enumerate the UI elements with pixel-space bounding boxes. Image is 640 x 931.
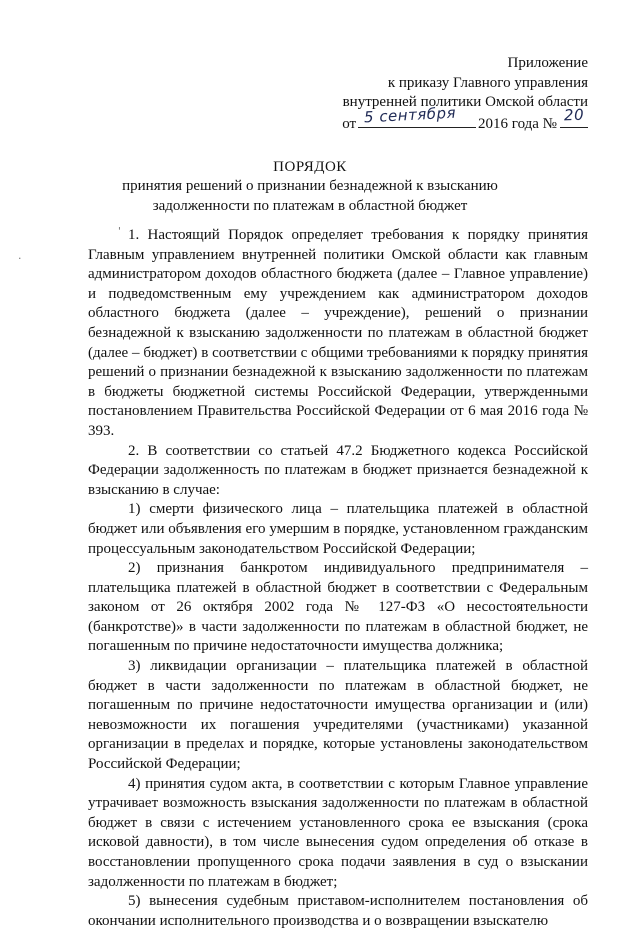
- appendix-label: Приложение: [507, 55, 588, 71]
- scan-dot: ·: [18, 252, 22, 265]
- subtitle-line-2: задолженности по платежам в областной бюджет: [152, 197, 468, 214]
- list-item: 1) смерти физического лица – плательщика платежей в областной бюджет или объявления его умершим в порядке, установленном гражданским процессуальным законодательством Российской Федерации;: [88, 501, 588, 557]
- order-date-line: [308, 103, 588, 135]
- handwritten-order-number: 20: [563, 105, 585, 125]
- document-title: ПОРЯДОК: [273, 159, 347, 175]
- handwritten-date: 5 сентября: [363, 103, 457, 127]
- list-item: 2) признания банкротом индивидуального предпринимателя – плательщика платежей в областной бюджет в соответствии с Федеральным законом от 26 октября 2002 года № 127-ФЗ «О несостоятельности (банкротстве)» в части задолженности по платежам в областной бюджет, не погашенным по причине недостаточности имущества должника;: [88, 560, 588, 655]
- subtitle-line-1: принятия решений о признании безнадежной к взысканию: [122, 178, 498, 194]
- paragraph-1: 1. Настоящий Порядок определяет требования к порядку принятия Главным управлением внутренней политики Омской области как главным администратором доходов областного бюджета (далее – Главное управление) и подведомственным ему учреждением как администратором доходов областного бюджета (далее – учреждение), решений о признании безнадежной к взысканию задолженности по платежам в областной бюджет (далее – бюджет) в соответствии с общими требованиями к порядку принятия решений о признании безнадежной к взысканию задолженности по платежам в бюджеты бюджетной системы Российской Федерации, утвержденными постановлением Правительства Российской Федерации от 6 мая 2016 года № 393.: [88, 227, 588, 439]
- list-item: 5) вынесения судебным приставом-исполнителем постановления об окончании исполнительного производства и о возвращении взыскателю: [88, 893, 588, 929]
- scan-mark: ': [118, 226, 121, 237]
- date-prefix: от: [342, 115, 357, 132]
- date-suffix: 2016 года №: [478, 115, 557, 132]
- document-body: [88, 226, 588, 931]
- list-item: 3) ликвидации организации – плательщика платежей в областной бюджет в части задолженности по платежам в областной бюджет, не погашенным по причине недостаточности имущества организации и (или) невозможности их погашения учредителями (участниками) указанной организации в пределах и порядке, которые установлены законодательством Российской Федерации;: [88, 658, 588, 773]
- document-subtitle: [60, 177, 560, 216]
- order-number-blank: [560, 105, 588, 128]
- list-item: 4) принятия судом акта, в соответствии с которым Главное управление утрачивает возможность взыскания задолженности по платежам в областной бюджет в связи с истечением установленного срока ее взыскания (срока исковой давности), в том числе вынесения судом определения об отказе в восстановлении пропущенного срока подачи заявления в суд о взыскании задолженности по платежам в бюджет;: [88, 775, 588, 890]
- order-reference: к приказу Главного управления: [387, 74, 588, 91]
- appendix-header: [308, 54, 588, 134]
- date-blank: [358, 103, 476, 128]
- issuing-authority: внутренней политики Омской области: [342, 94, 588, 110]
- paragraph-2: 2. В соответствии со статьей 47.2 Бюджетного кодекса Российской Федерации задолженность по платежам в бюджет признается безнадежной к взысканию в случае:: [88, 442, 588, 498]
